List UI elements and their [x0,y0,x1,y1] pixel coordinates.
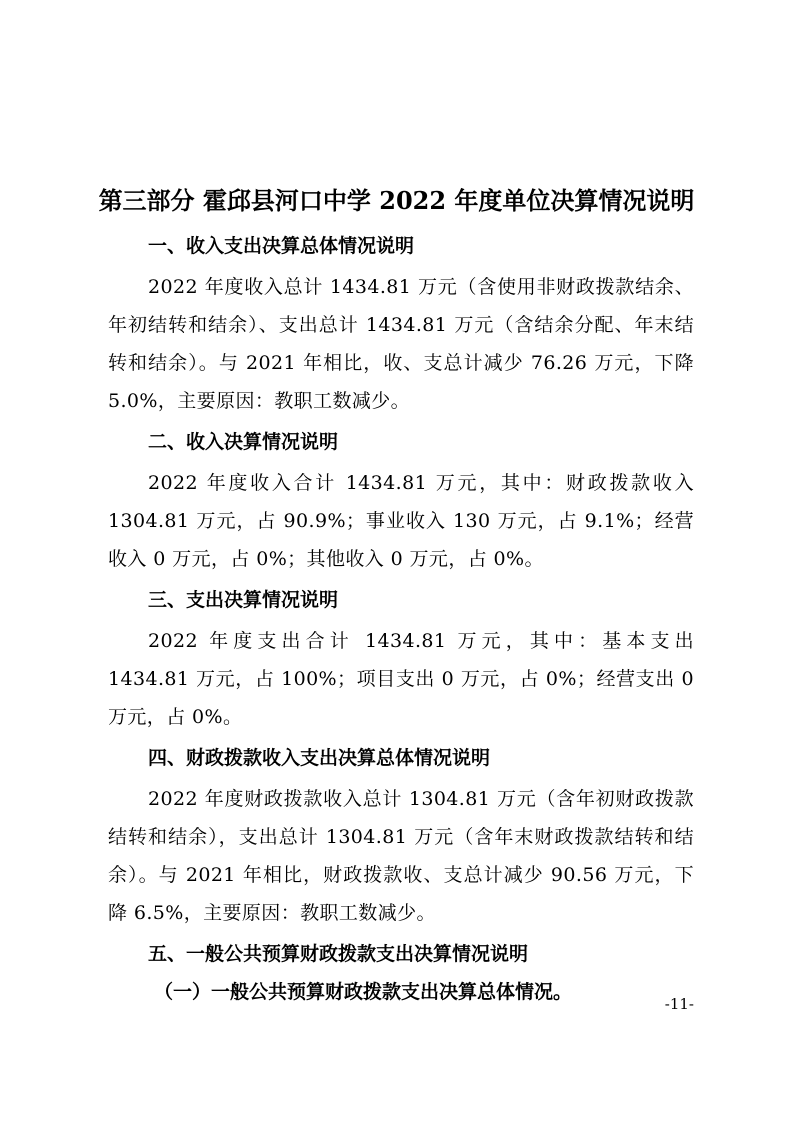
section-heading-3: 三、支出决算情况说明 [148,589,339,611]
section-heading-5: 五、一般公共预算财政拨款支出决算情况说明 [148,943,529,965]
section-heading-4: 四、财政拨款收入支出决算总体情况说明 [148,747,491,769]
page-title: 第三部分 霍邱县河口中学 2022 年度单位决算情况说明 [98,186,695,215]
section-paragraph-1: 2022 年度收入总计 1434.81 万元（含使用非财政拨款结余、年初结转和结余）、支出总计 1434.81 万元（含结余分配、年末结转和结余）。与 2021 年相比，收、支总计减少 76.26 万元，下降 5.0%，主要原因：教职工数减少。 [108,276,694,412]
section-paragraph-4: 2022 年度财政拨款收入总计 1304.81 万元（含年初财政拨款结转和结余），支出总计 1304.81 万元（含年末财政拨款结转和结余）。与 2021 年相比，财政拨款收、支总计减少 90.56 万元，下降 6.5%，主要原因：教职工数减少。 [108,788,694,924]
subsection-heading: （一）一般公共预算财政拨款支出决算总体情况。 [154,981,573,1003]
page-number: -11- [664,995,694,1013]
document-body [108,226,694,1014]
section-paragraph-2: 2022 年度收入合计 1434.81 万元，其中：财政拨款收入 1304.81 万元，占 90.9%；事业收入 130 万元，占 9.1%；经营收入 0 万元，占 0%；其他收入 0 万元，占 0%。 [108,472,694,570]
section-paragraph-3: 2022 年度支出合计 1434.81 万元，其中：基本支出 1434.81 万元，占 100%；项目支出 0 万元，占 0%；经营支出 0 万元，占 0%。 [108,630,694,728]
section-heading-1: 一、收入支出决算总体情况说明 [148,235,415,257]
section-heading-2: 二、收入决算情况说明 [148,431,339,453]
